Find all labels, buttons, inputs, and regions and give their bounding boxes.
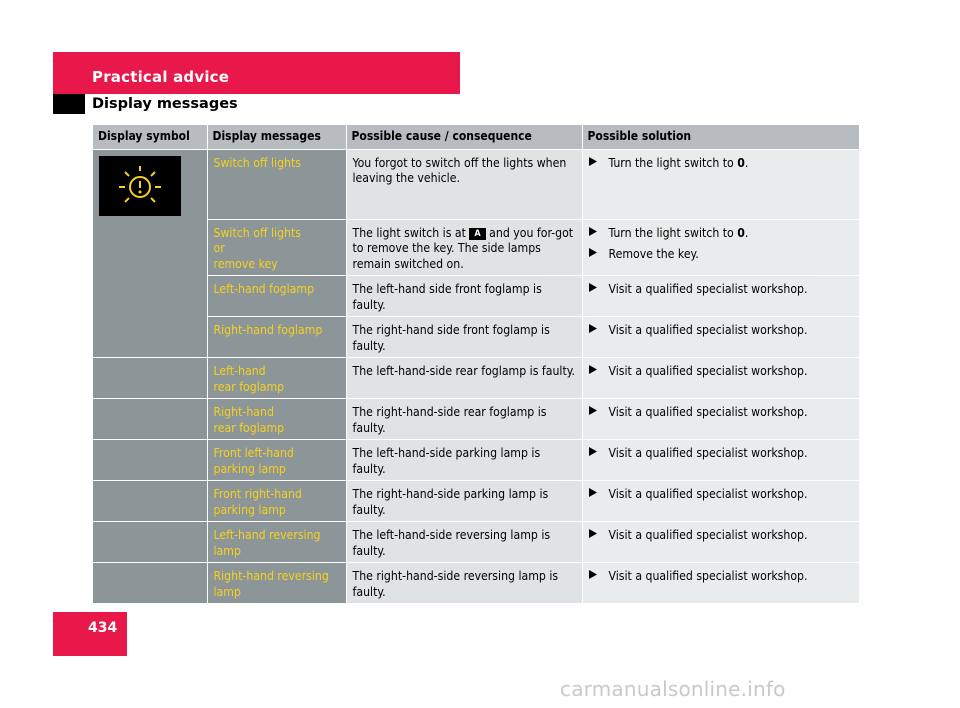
triangle-bullet-icon bbox=[589, 364, 599, 380]
possible-cause: The left-hand-side rear foglamp is faulty. bbox=[346, 358, 582, 399]
col-header-display-messages: Display messages bbox=[207, 125, 346, 149]
display-message: Front right-hand parking lamp bbox=[207, 481, 346, 522]
solution-step: Visit a qualified specialist workshop. bbox=[589, 364, 854, 380]
possible-cause: The light switch is at A and you for-got to remove the key. The side lamps remain switched on. bbox=[346, 219, 582, 276]
solution-step: Visit a qualified specialist workshop. bbox=[589, 323, 854, 339]
table-row bbox=[93, 440, 859, 481]
triangle-bullet-icon bbox=[589, 405, 599, 421]
table-row bbox=[93, 481, 859, 522]
display-symbol-cell bbox=[93, 481, 207, 522]
table-row bbox=[93, 276, 859, 317]
possible-cause: You forgot to switch off the lights when leaving the vehicle. bbox=[346, 149, 582, 219]
solution-step: Visit a qualified specialist workshop. bbox=[589, 487, 854, 503]
solution-step: Turn the light switch to 0. bbox=[589, 156, 854, 172]
watermark: carmanualsonline.info bbox=[560, 677, 786, 701]
possible-solution bbox=[582, 399, 859, 440]
col-header-display-symbol: Display symbol bbox=[93, 125, 207, 149]
col-header-possible-solution: Possible solution bbox=[582, 125, 859, 149]
display-message: Left-hand foglamp bbox=[207, 276, 346, 317]
display-symbol-cell bbox=[93, 358, 207, 399]
solution-step: Remove the key. bbox=[589, 247, 854, 263]
solution-step: Visit a qualified specialist workshop. bbox=[589, 569, 854, 585]
display-message: Switch off lights bbox=[207, 149, 346, 219]
table-row bbox=[93, 358, 859, 399]
possible-solution bbox=[582, 440, 859, 481]
table-row bbox=[93, 149, 859, 219]
display-symbol-cell bbox=[93, 399, 207, 440]
page-number: 434 bbox=[88, 620, 118, 636]
possible-solution bbox=[582, 317, 859, 358]
possible-solution bbox=[582, 276, 859, 317]
possible-cause: The left-hand-side parking lamp is faulty. bbox=[346, 440, 582, 481]
triangle-bullet-icon bbox=[589, 528, 599, 544]
possible-cause: The right-hand-side reversing lamp is faulty. bbox=[346, 563, 582, 604]
display-message: Switch off lights or remove key bbox=[207, 219, 346, 276]
possible-cause: The right-hand-side parking lamp is faulty. bbox=[346, 481, 582, 522]
subsection-title: Display messages bbox=[92, 96, 238, 112]
solution-step: Visit a qualified specialist workshop. bbox=[589, 405, 854, 421]
triangle-bullet-icon bbox=[589, 569, 599, 585]
display-symbol-cell bbox=[93, 563, 207, 604]
subsection-marker bbox=[53, 94, 85, 114]
possible-cause: The right-hand-side rear foglamp is faulty. bbox=[346, 399, 582, 440]
triangle-bullet-icon bbox=[589, 323, 599, 339]
solution-step: Visit a qualified specialist workshop. bbox=[589, 528, 854, 544]
triangle-bullet-icon bbox=[589, 446, 599, 462]
display-messages-table bbox=[93, 125, 860, 604]
table-body bbox=[93, 149, 859, 604]
display-symbol-cell bbox=[93, 149, 207, 358]
possible-solution bbox=[582, 358, 859, 399]
table-header-row bbox=[93, 125, 859, 149]
display-message: Right-hand foglamp bbox=[207, 317, 346, 358]
display-message: Left-hand rear foglamp bbox=[207, 358, 346, 399]
table-row bbox=[93, 399, 859, 440]
possible-cause: The left-hand side front foglamp is faulty. bbox=[346, 276, 582, 317]
triangle-bullet-icon bbox=[589, 156, 599, 172]
key-position-icon: A bbox=[469, 228, 485, 240]
triangle-bullet-icon bbox=[589, 487, 599, 503]
display-message: Front left-hand parking lamp bbox=[207, 440, 346, 481]
triangle-bullet-icon bbox=[589, 282, 599, 298]
possible-cause: The right-hand side front foglamp is faulty. bbox=[346, 317, 582, 358]
col-header-possible-cause: Possible cause / consequence bbox=[346, 125, 582, 149]
possible-cause: The left-hand-side reversing lamp is faulty. bbox=[346, 522, 582, 563]
possible-solution bbox=[582, 149, 859, 219]
solution-step: Turn the light switch to 0. bbox=[589, 226, 854, 242]
section-title: Practical advice bbox=[92, 68, 230, 86]
triangle-bullet-icon bbox=[589, 226, 599, 242]
table-row bbox=[93, 563, 859, 604]
display-message: Right-hand rear foglamp bbox=[207, 399, 346, 440]
solution-step: Visit a qualified specialist workshop. bbox=[589, 446, 854, 462]
table-row bbox=[93, 219, 859, 276]
table-row bbox=[93, 522, 859, 563]
display-symbol-cell bbox=[93, 440, 207, 481]
possible-solution bbox=[582, 522, 859, 563]
solution-step: Visit a qualified specialist workshop. bbox=[589, 282, 854, 298]
exterior-lamp-warning-icon bbox=[99, 156, 181, 216]
display-message: Left-hand reversing lamp bbox=[207, 522, 346, 563]
display-message: Right-hand reversing lamp bbox=[207, 563, 346, 604]
possible-solution bbox=[582, 563, 859, 604]
possible-solution bbox=[582, 481, 859, 522]
display-symbol-cell bbox=[93, 522, 207, 563]
table-row bbox=[93, 317, 859, 358]
triangle-bullet-icon bbox=[589, 247, 599, 263]
possible-solution bbox=[582, 219, 859, 276]
